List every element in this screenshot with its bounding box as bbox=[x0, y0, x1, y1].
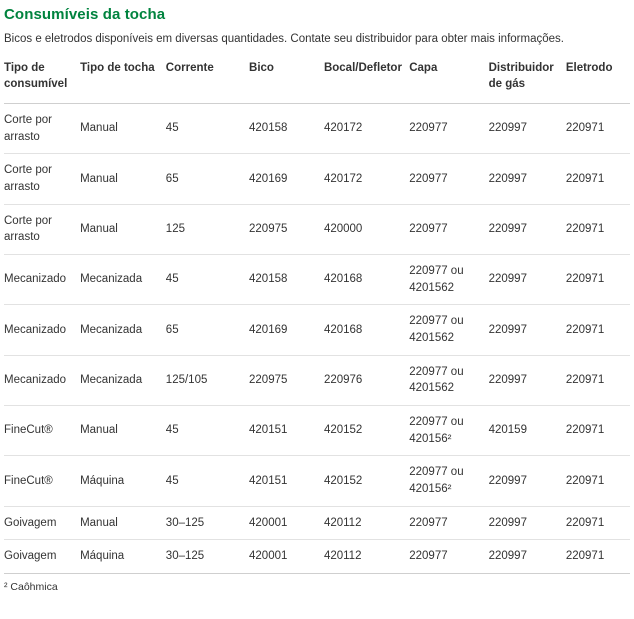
table-row bbox=[4, 103, 630, 153]
cell-gas-distributor: 420159 bbox=[489, 405, 566, 455]
cell-nozzle: 420169 bbox=[249, 154, 324, 204]
consumables-page bbox=[0, 6, 634, 593]
table-row bbox=[4, 254, 630, 304]
column-header-label: Capa bbox=[409, 61, 438, 74]
column-header-cap bbox=[409, 56, 488, 104]
cell-electrode: 220971 bbox=[566, 405, 630, 455]
column-header-label: Tipo de consumível bbox=[4, 61, 68, 91]
cell-gas-distributor: 220997 bbox=[489, 305, 566, 355]
cell-electrode: 220971 bbox=[566, 305, 630, 355]
cell-shield-deflector: 420168 bbox=[324, 305, 409, 355]
cell-consumable-type: Mecanizado bbox=[4, 305, 80, 355]
cell-electrode: 220971 bbox=[566, 103, 630, 153]
cell-cap: 220977 bbox=[409, 204, 488, 254]
table-row bbox=[4, 305, 630, 355]
cell-gas-distributor: 220997 bbox=[489, 456, 566, 506]
cell-shield-deflector: 420172 bbox=[324, 103, 409, 153]
cell-current: 45 bbox=[166, 456, 249, 506]
cell-cap: 220977 bbox=[409, 506, 488, 540]
cell-electrode: 220971 bbox=[566, 254, 630, 304]
cell-shield-deflector: 420112 bbox=[324, 506, 409, 540]
column-header-current bbox=[166, 56, 249, 104]
cell-consumable-type: Corte por arrasto bbox=[4, 204, 80, 254]
cell-torch-type: Mecanizada bbox=[80, 254, 166, 304]
cell-electrode: 220971 bbox=[566, 506, 630, 540]
cell-electrode: 220971 bbox=[566, 456, 630, 506]
cell-current: 125 bbox=[166, 204, 249, 254]
table-row bbox=[4, 506, 630, 540]
cell-gas-distributor: 220997 bbox=[489, 506, 566, 540]
cell-nozzle: 420158 bbox=[249, 103, 324, 153]
column-header-consumable-type bbox=[4, 56, 80, 104]
column-header-label: Tipo de tocha bbox=[80, 61, 155, 74]
cell-current: 45 bbox=[166, 254, 249, 304]
cell-gas-distributor: 220997 bbox=[489, 103, 566, 153]
cell-cap: 220977 ou 420156² bbox=[409, 405, 488, 455]
table-row bbox=[4, 405, 630, 455]
column-header-electrode bbox=[566, 56, 630, 104]
column-header-nozzle bbox=[249, 56, 324, 104]
cell-shield-deflector: 420112 bbox=[324, 540, 409, 574]
cell-cap: 220977 bbox=[409, 154, 488, 204]
column-header-torch-type bbox=[80, 56, 166, 104]
cell-nozzle: 420001 bbox=[249, 540, 324, 574]
column-header-gas-distributor bbox=[489, 56, 566, 104]
column-header-label: Bico bbox=[249, 61, 274, 74]
cell-gas-distributor: 220997 bbox=[489, 355, 566, 405]
cell-consumable-type: Goivagem bbox=[4, 540, 80, 574]
column-header-label: Eletrodo bbox=[565, 61, 613, 74]
cell-gas-distributor: 220997 bbox=[489, 204, 566, 254]
cell-cap: 220977 bbox=[409, 103, 488, 153]
cell-cap: 220977 ou 4201562 bbox=[409, 305, 488, 355]
cell-cap: 220977 ou 4201562 bbox=[409, 355, 488, 405]
cell-shield-deflector: 420000 bbox=[324, 204, 409, 254]
cell-electrode: 220971 bbox=[566, 204, 630, 254]
table-body bbox=[4, 103, 630, 573]
cell-torch-type: Mecanizada bbox=[80, 355, 166, 405]
consumables-table bbox=[4, 56, 630, 574]
table-head bbox=[4, 56, 630, 104]
cell-gas-distributor: 220997 bbox=[489, 254, 566, 304]
cell-nozzle: 220975 bbox=[249, 355, 324, 405]
cell-gas-distributor: 220997 bbox=[489, 540, 566, 574]
cell-current: 30–125 bbox=[166, 506, 249, 540]
cell-torch-type: Máquina bbox=[80, 540, 166, 574]
cell-current: 65 bbox=[166, 305, 249, 355]
cell-electrode: 220971 bbox=[566, 355, 630, 405]
column-header-label: Corrente bbox=[165, 61, 214, 74]
cell-current: 30–125 bbox=[166, 540, 249, 574]
cell-cap: 220977 ou 420156² bbox=[409, 456, 488, 506]
cell-nozzle: 420151 bbox=[249, 405, 324, 455]
table-row bbox=[4, 540, 630, 574]
table-row bbox=[4, 154, 630, 204]
cell-consumable-type: Mecanizado bbox=[4, 254, 80, 304]
table-row bbox=[4, 204, 630, 254]
cell-current: 125/105 bbox=[166, 355, 249, 405]
cell-torch-type: Manual bbox=[80, 154, 166, 204]
table-header-row bbox=[4, 56, 630, 104]
table-footnote: ² Caôhmica bbox=[4, 580, 58, 593]
cell-nozzle: 220975 bbox=[249, 204, 324, 254]
column-header-label: Distribuidor de gás bbox=[488, 61, 554, 91]
cell-torch-type: Mecanizada bbox=[80, 305, 166, 355]
cell-shield-deflector: 420152 bbox=[324, 456, 409, 506]
cell-consumable-type: Mecanizado bbox=[4, 355, 80, 405]
cell-current: 45 bbox=[166, 405, 249, 455]
cell-nozzle: 420169 bbox=[249, 305, 324, 355]
table-row bbox=[4, 456, 630, 506]
cell-torch-type: Máquina bbox=[80, 456, 166, 506]
cell-consumable-type: Corte por arrasto bbox=[4, 154, 80, 204]
cell-cap: 220977 bbox=[409, 540, 488, 574]
cell-shield-deflector: 420168 bbox=[324, 254, 409, 304]
cell-consumable-type: FineCut® bbox=[4, 405, 80, 455]
cell-torch-type: Manual bbox=[80, 103, 166, 153]
cell-torch-type: Manual bbox=[80, 204, 166, 254]
cell-consumable-type: Goivagem bbox=[4, 506, 80, 540]
cell-shield-deflector: 220976 bbox=[324, 355, 409, 405]
cell-electrode: 220971 bbox=[566, 154, 630, 204]
cell-nozzle: 420001 bbox=[249, 506, 324, 540]
page-title: Consumíveis da tocha bbox=[4, 6, 166, 23]
column-header-shield-deflector bbox=[324, 56, 409, 104]
cell-shield-deflector: 420172 bbox=[324, 154, 409, 204]
intro-text: Bicos e eletrodos disponíveis em diversas quantidades. Contate seu distribuidor para obter mais informações. bbox=[4, 33, 564, 45]
cell-nozzle: 420151 bbox=[249, 456, 324, 506]
cell-cap: 220977 ou 4201562 bbox=[409, 254, 488, 304]
cell-current: 45 bbox=[166, 103, 249, 153]
column-header-label: Bocal/Defletor bbox=[323, 61, 402, 74]
cell-shield-deflector: 420152 bbox=[324, 405, 409, 455]
cell-nozzle: 420158 bbox=[249, 254, 324, 304]
cell-electrode: 220971 bbox=[566, 540, 630, 574]
table-row bbox=[4, 355, 630, 405]
cell-consumable-type: FineCut® bbox=[4, 456, 80, 506]
cell-current: 65 bbox=[166, 154, 249, 204]
cell-torch-type: Manual bbox=[80, 405, 166, 455]
cell-gas-distributor: 220997 bbox=[489, 154, 566, 204]
cell-consumable-type: Corte por arrasto bbox=[4, 103, 80, 153]
cell-torch-type: Manual bbox=[80, 506, 166, 540]
